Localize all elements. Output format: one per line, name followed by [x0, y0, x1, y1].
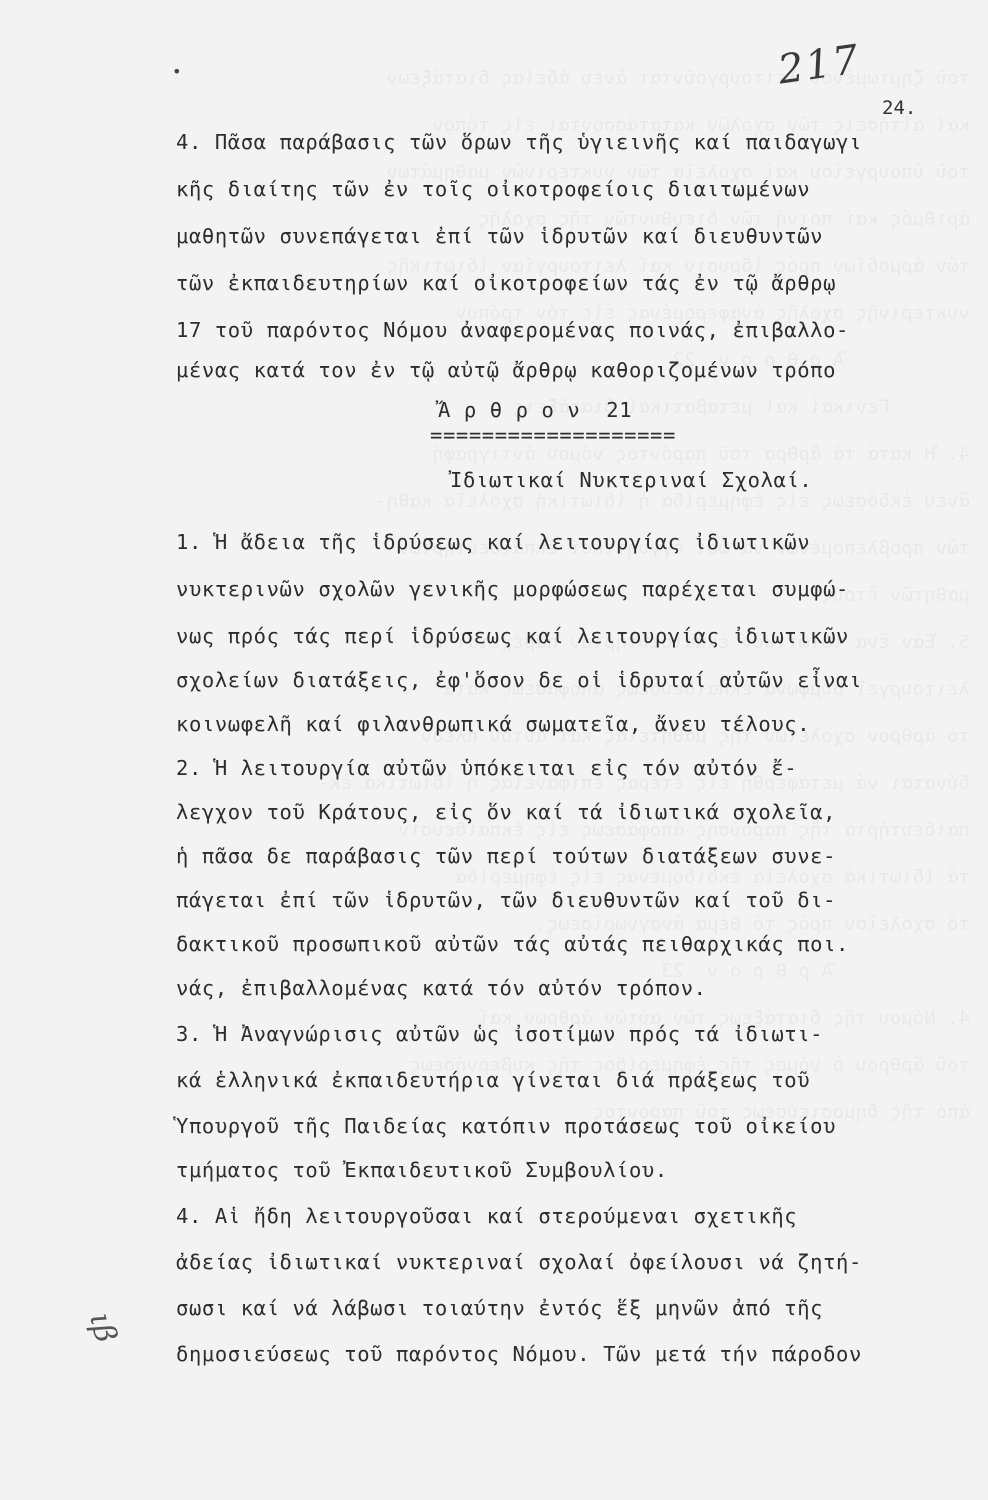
- text-line-10: 1. Ἡ ἄδεια τῆς ἱδρύσεως καί λειτουργίας ἰδιωτικῶν: [176, 530, 811, 554]
- text-line-26: ἀδείας ἰδιωτικαί νυκτεριναί σχολαί ὀφείλουσι νά ζητή-: [176, 1250, 862, 1274]
- handwritten-folio-number: 217: [775, 36, 864, 94]
- article-subtitle: Ἰδιωτικαί Νυκτεριναί Σχολαί.: [450, 468, 813, 492]
- text-line-11: νυκτερινῶν σχολῶν γενικῆς μορφώσεως παρέχεται συμφώ-: [176, 577, 849, 601]
- text-line-17: ἡ πᾶσα δε παράβασις τῶν περί τούτων διατάξεων συνε-: [176, 844, 837, 868]
- text-line-22: κά ἑλληνικά ἐκπαιδευτήρια γίνεται διά πράξεως τοῦ: [176, 1068, 811, 1092]
- text-line-21: 3. Ἡ Ἀναγνώρισις αὐτῶν ὡς ἰσοτίμων πρός τά ἰδιωτι-: [176, 1022, 824, 1046]
- text-line-27: σωσι καί νά λάβωσι τοιαύτην ἐντός ἕξ μηνῶν ἀπό τῆς: [176, 1296, 824, 1320]
- text-line-03: μαθητῶν συνεπάγεται ἐπί τῶν ἱδρυτῶν καί διευθυντῶν: [176, 224, 824, 248]
- text-line-05: 17 τοῦ παρόντος Νόμου ἀναφερομένας ποινάς, ἐπιβαλλο-: [176, 318, 849, 342]
- text-line-19: δακτικοῦ προσωπικοῦ αὐτῶν τάς αὐτάς πειθαρχικάς ποι.: [176, 932, 849, 956]
- text-line-20: νάς, ἐπιβαλλομένας κατά τόν αὐτόν τρόπον.: [176, 976, 707, 1000]
- text-line-04: τῶν ἐκπαιδευτηρίων καί οἰκοτροφείων τάς ἐν τῷ ἄρθρῳ: [176, 271, 837, 295]
- text-line-16: λεγχον τοῦ Κράτους, εἰς ὅν καί τά ἰδιωτικά σχολεῖα,: [176, 800, 837, 824]
- article-heading: Ἄ ρ θ ρ ο ν 21: [438, 398, 633, 422]
- article-underline: ===================: [430, 423, 676, 447]
- top-dot-mark: •: [172, 62, 182, 81]
- text-line-02: κῆς διαίτης τῶν ἐν τοῖς οἰκοτροφείοις διαιτωμένων: [176, 177, 811, 201]
- handwritten-margin-note: ιβ: [81, 1308, 124, 1347]
- text-line-25: 4. Αἱ ἤδη λειτουργοῦσαι καί στερούμεναι σχετικῆς: [176, 1204, 798, 1228]
- text-line-13: σχολείων διατάξεις, ἐφ'ὅσον δε οἱ ἱδρυταί αὐτῶν εἶναι: [176, 668, 862, 692]
- text-line-14: κοινωφελῆ καί φιλανθρωπικά σωματεῖα, ἄνευ τέλους.: [176, 712, 811, 736]
- text-line-12: νως πρός τάς περί ἱδρύσεως καί λειτουργίας ἰδιωτικῶν: [176, 624, 849, 648]
- text-line-06: μένας κατά τον ἐν τῷ αὐτῷ ἄρθρῳ καθοριζομένων τρόπο: [176, 358, 837, 382]
- text-line-01: 4. Πᾶσα παράβασις τῶν ὅρων τῆς ὑγιεινῆς καί παιδαγωγι: [176, 130, 862, 154]
- text-line-15: 2. Ἡ λειτουργία αὐτῶν ὑπόκειται εἰς τόν αὐτόν ἔ-: [176, 756, 798, 780]
- text-line-24: τμήματος τοῦ Ἐκπαιδευτικοῦ Συμβουλίου.: [176, 1158, 668, 1182]
- page-number: 24.: [882, 97, 917, 119]
- text-line-18: πάγεται ἐπί τῶν ἱδρυτῶν, τῶν διευθυντῶν καί τοῦ δι-: [176, 888, 837, 912]
- text-line-28: δημοσιεύσεως τοῦ παρόντος Νόμου. Τῶν μετά τήν πάροδον: [176, 1342, 862, 1366]
- text-line-23: Ὑπουργοῦ τῆς Παιδείας κατόπιν προτάσεως τοῦ οἰκείου: [176, 1114, 837, 1138]
